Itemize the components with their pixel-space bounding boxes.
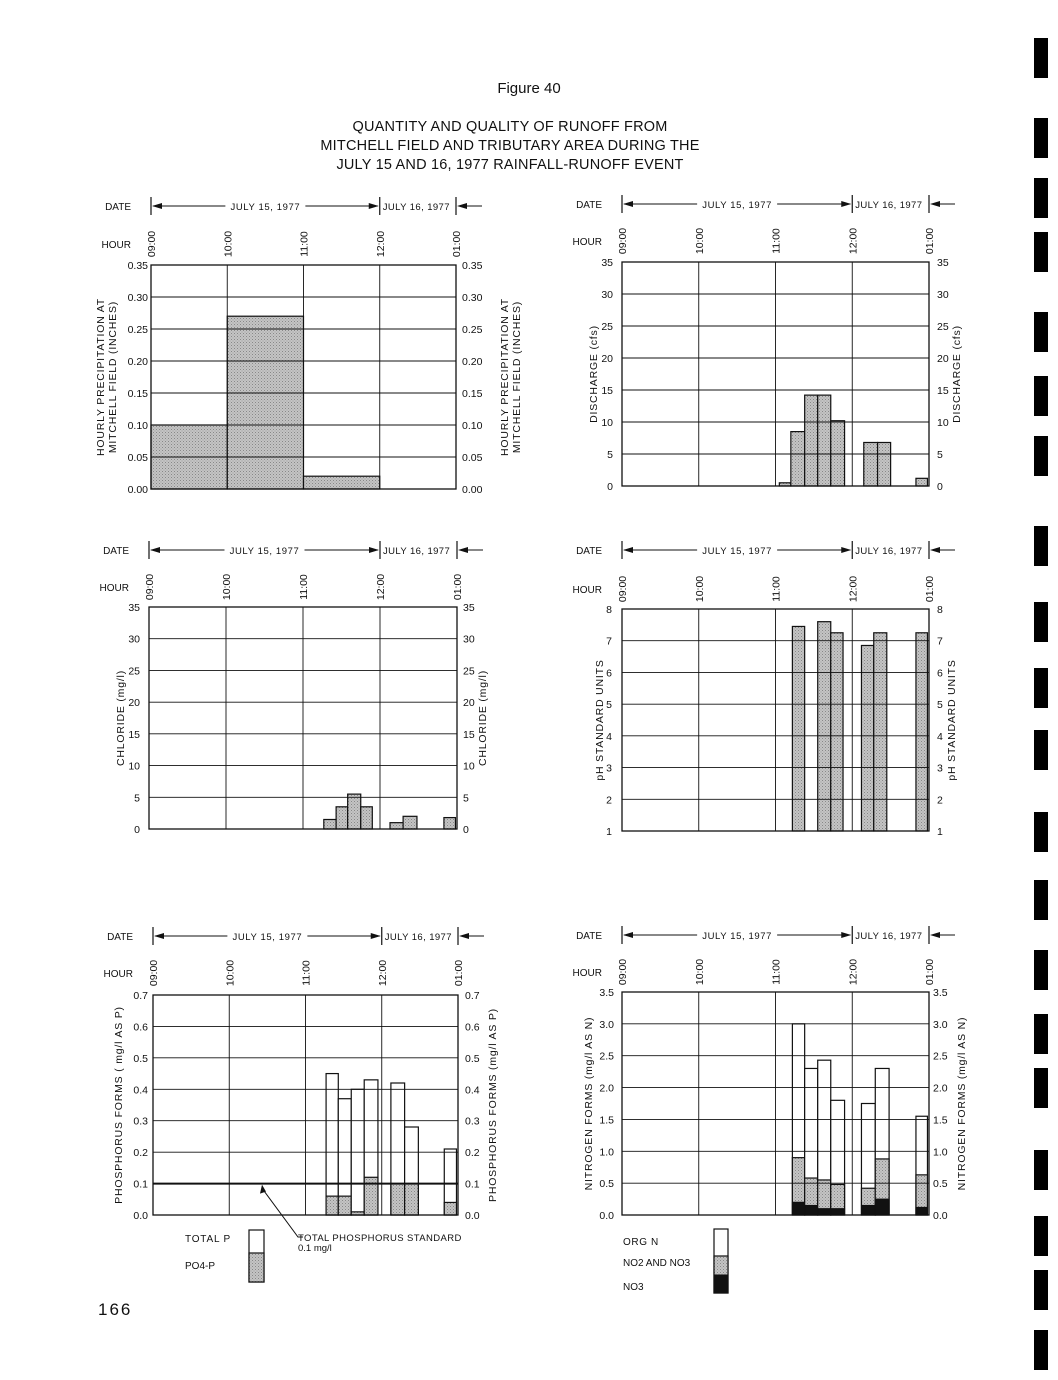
edge-mark: [1034, 178, 1048, 218]
y-tick-label-right: 0: [937, 481, 943, 493]
y-tick-label-left: 0.5: [133, 1052, 148, 1065]
y-axis-label-left: PHOSPHORUS FORMS ( mg/l AS P): [113, 1006, 125, 1204]
y-tick-label-left: 0.10: [127, 420, 148, 432]
edge-mark: [1034, 1216, 1048, 1256]
arrowhead: [371, 933, 381, 939]
arrowhead: [457, 203, 467, 209]
arrowhead: [930, 201, 940, 207]
y-axis-label-right: PHOSPHORUS FORMS (mg/l AS P): [487, 1008, 499, 1202]
hour-tick-label: 10:00: [693, 575, 706, 603]
y-tick-label-left: 5: [134, 792, 140, 805]
legend-label: PO4-P: [185, 1261, 216, 1272]
hour-axis: [573, 959, 936, 985]
arrowhead: [623, 932, 633, 938]
edge-mark: [1034, 526, 1048, 566]
date-label: DATE: [103, 546, 129, 557]
y-axis-label-left: HOURLY PRECIPITATION AT: [95, 297, 107, 457]
date-span-label: JULY 16, 1977: [384, 932, 452, 943]
arrowhead: [841, 201, 851, 207]
bar: [227, 316, 303, 489]
hour-tick-label: 01:00: [453, 959, 465, 987]
bar: [818, 395, 831, 486]
hour-axis: [573, 576, 936, 602]
hour-tick-label: 09:00: [617, 575, 629, 603]
y-tick-label-left: 0.6: [133, 1021, 148, 1034]
y-tick-label-left: 15: [601, 385, 613, 397]
arrowhead: [930, 932, 940, 938]
y-tick-label-right: 15: [463, 728, 475, 741]
y-tick-label-right: 2.5: [933, 1050, 948, 1063]
chart-discharge: [573, 195, 963, 493]
y-tick-label-left: 35: [601, 257, 613, 269]
edge-mark: [1034, 232, 1048, 272]
y-tick-label-right: 2: [937, 794, 943, 807]
bar: [916, 478, 928, 486]
y-tick-label-left: 2.5: [599, 1050, 614, 1063]
y-tick-label-right: 0.4: [465, 1084, 480, 1097]
y-tick-label-right: 0.2: [465, 1147, 480, 1160]
y-tick-label-left: 0.15: [127, 388, 148, 400]
chart-chloride: [100, 541, 489, 836]
y-tick-label-right: 0.30: [462, 292, 483, 304]
hour-label: HOUR: [101, 240, 131, 251]
bar: [444, 818, 456, 829]
y-tick-label-left: 1: [606, 826, 612, 838]
date-span-label: JULY 15, 1977: [229, 546, 300, 557]
edge-mark: [1034, 1270, 1048, 1310]
title-line: JULY 15 AND 16, 1977 RAINFALL-RUNOFF EVENT: [336, 157, 684, 173]
bar-no3: [831, 1209, 845, 1215]
y-axis-label-right: CHLORIDE (mg/l): [477, 669, 489, 767]
y-tick-label-right: 0.20: [462, 356, 483, 368]
y-tick-label-left: 8: [606, 604, 612, 616]
y-tick-label-right: 25: [463, 665, 475, 678]
arrowhead: [152, 203, 162, 209]
y-ticks: [133, 990, 479, 1222]
hour-tick-label: 12:00: [847, 575, 860, 603]
y-tick-label-left: 0.25: [127, 324, 148, 336]
date-label: DATE: [576, 931, 602, 942]
bar: [304, 476, 380, 489]
bar-total-p: [326, 1074, 338, 1215]
y-tick-label-right: 25: [937, 321, 949, 333]
hour-tick-label: 09:00: [144, 573, 156, 601]
phosphorus-legend: [185, 1230, 264, 1282]
bar-no3: [792, 1202, 804, 1215]
y-tick-label-left: 0.7: [133, 990, 148, 1002]
y-tick-label-right: 0.5: [465, 1052, 480, 1065]
y-axis-label-right: pH STANDARD UNITS: [946, 659, 958, 781]
y-tick-label-right: 5: [937, 449, 943, 461]
y-tick-label-left: 20: [128, 697, 140, 710]
date-span-label: JULY 16, 1977: [855, 931, 923, 942]
arrowhead: [623, 547, 633, 553]
y-tick-label-left: 0.05: [127, 452, 148, 464]
y-tick-label-left: 3: [606, 762, 612, 775]
edge-mark: [1034, 880, 1048, 920]
y-tick-label-right: 0.00: [462, 484, 483, 496]
bar: [831, 633, 843, 831]
bar-no3: [875, 1199, 889, 1215]
edge-mark: [1034, 730, 1048, 770]
y-tick-label-left: 0.4: [133, 1084, 148, 1097]
edge-mark: [1034, 602, 1048, 642]
edge-mark: [1034, 812, 1048, 852]
y-tick-label-right: 20: [937, 353, 949, 365]
y-tick-label-right: 1.0: [933, 1146, 948, 1159]
title-line: QUANTITY AND QUALITY OF RUNOFF FROM: [352, 119, 668, 135]
hour-tick-label: 11:00: [298, 574, 310, 600]
page-number: 166: [98, 1300, 133, 1319]
hour-tick-label: 09:00: [617, 958, 629, 986]
bar: [348, 794, 361, 829]
hour-tick-label: 12:00: [376, 959, 389, 987]
y-tick-label-left: 25: [601, 321, 613, 333]
hour-tick-label: 11:00: [770, 228, 783, 254]
legend-label: NO2 AND NO3: [623, 1258, 691, 1269]
y-tick-label-right: 0.1: [465, 1178, 480, 1191]
y-tick-label-right: 10: [463, 760, 475, 773]
y-tick-label-right: 35: [937, 257, 949, 269]
arrowhead: [150, 547, 160, 553]
bar-no3: [818, 1209, 831, 1215]
edge-mark: [1034, 1330, 1048, 1370]
y-ticks: [128, 602, 475, 836]
y-tick-label-right: 0.3: [465, 1115, 480, 1128]
edge-mark: [1034, 1068, 1048, 1108]
bar: [878, 442, 891, 486]
date-span-label: JULY 15, 1977: [702, 546, 773, 557]
y-tick-label-left: 0.5: [599, 1178, 614, 1191]
y-axis-label-left: CHLORIDE (mg/l): [115, 669, 127, 767]
bar: [361, 807, 373, 829]
hour-tick-label: 01:00: [924, 958, 936, 986]
y-tick-label-left: 5: [607, 449, 613, 461]
hour-tick-label: 01:00: [924, 575, 936, 603]
y-axis-label-right: HOURLY PRECIPITATION AT: [499, 297, 511, 457]
bar-po4-p: [405, 1184, 419, 1215]
hour-tick-label: 10:00: [693, 958, 706, 986]
y-tick-label-left: 15: [128, 728, 140, 741]
bar-po4-p: [326, 1196, 338, 1215]
y-tick-label-right: 35: [463, 602, 475, 614]
y-tick-label-left: 0.20: [127, 356, 148, 368]
date-axis: [103, 541, 483, 559]
bars: [326, 1074, 456, 1215]
arrowhead: [841, 547, 851, 553]
y-axis-label-right: DISCHARGE (cfs): [951, 325, 963, 423]
hour-axis: [100, 574, 464, 600]
date-span-label: JULY 15, 1977: [232, 932, 303, 943]
bar-po4-p: [391, 1184, 405, 1215]
y-tick-label-left: 6: [606, 667, 612, 680]
bar: [831, 421, 845, 486]
y-tick-label-left: 3.0: [599, 1018, 614, 1031]
bar: [874, 633, 887, 831]
y-tick-label-right: 20: [463, 697, 475, 710]
edge-mark: [1034, 1150, 1048, 1190]
y-tick-label-right: 8: [937, 604, 943, 616]
y-tick-label-left: 35: [128, 602, 140, 614]
date-axis: [576, 926, 955, 944]
hour-tick-label: 12:00: [847, 227, 860, 255]
bar-no3: [861, 1205, 875, 1215]
y-tick-label-left: 0.0: [133, 1210, 148, 1222]
date-span-label: JULY 16, 1977: [855, 546, 923, 557]
hour-label: HOUR: [99, 583, 129, 594]
y-tick-label-right: 5: [937, 699, 943, 712]
edge-mark: [1034, 312, 1048, 352]
y-tick-label-right: 0.0: [465, 1210, 480, 1222]
y-tick-label-left: 7: [606, 635, 612, 648]
legend-swatch-no3: [714, 1275, 728, 1293]
y-axis-label-left: DISCHARGE (cfs): [588, 325, 600, 423]
bar: [864, 442, 878, 486]
edge-mark: [1034, 118, 1048, 158]
date-span-label: JULY 16, 1977: [383, 546, 451, 557]
y-tick-label-right: 30: [463, 633, 475, 646]
y-tick-label-left: 10: [601, 417, 613, 429]
date-axis: [107, 927, 484, 945]
edge-mark: [1034, 950, 1048, 990]
date-span-label: JULY 15, 1977: [702, 931, 773, 942]
edge-mark: [1034, 38, 1048, 78]
date-label: DATE: [576, 546, 602, 557]
y-tick-label-right: 0.6: [465, 1021, 480, 1034]
hour-tick-label: 09:00: [146, 230, 158, 258]
y-tick-label-right: 0.10: [462, 420, 483, 432]
chart-precipitation: [95, 197, 523, 496]
y-tick-label-right: 15: [937, 385, 949, 397]
hour-tick-label: 10:00: [693, 227, 706, 255]
bar-po4-p: [338, 1196, 351, 1215]
y-tick-label-right: 1.5: [933, 1114, 948, 1127]
y-tick-label-left: 0.35: [127, 260, 148, 272]
y-axis-label-right: MITCHELL FIELD (INCHES): [511, 300, 523, 454]
hour-label: HOUR: [103, 969, 133, 980]
hour-tick-label: 09:00: [617, 227, 629, 255]
y-tick-label-left: 5: [606, 699, 612, 712]
date-axis: [105, 197, 482, 215]
bar-no3: [805, 1205, 818, 1215]
bar: [791, 432, 805, 486]
bar: [324, 819, 336, 829]
hour-tick-label: 10:00: [224, 959, 237, 987]
arrowhead: [623, 201, 633, 207]
hour-tick-label: 01:00: [452, 573, 464, 601]
chart-phosphorus: [104, 927, 499, 1222]
y-tick-label-left: 2.0: [599, 1082, 614, 1095]
y-tick-label-right: 1: [937, 826, 943, 838]
y-tick-label-left: 0.2: [133, 1147, 148, 1160]
arrowhead: [369, 203, 379, 209]
figure-label: Figure 40: [497, 80, 561, 97]
chart-ph: [573, 541, 958, 838]
date-label: DATE: [107, 932, 133, 943]
legend-label: ORG N: [623, 1237, 659, 1248]
date-label: DATE: [105, 202, 131, 213]
y-tick-label-left: 0.0: [599, 1210, 614, 1222]
hour-tick-label: 11:00: [298, 231, 311, 257]
arrowhead: [369, 547, 379, 553]
date-span-label: JULY 16, 1977: [855, 200, 923, 211]
bar: [861, 645, 873, 831]
bar: [916, 633, 928, 831]
y-tick-label-right: 30: [937, 289, 949, 301]
y-ticks: [606, 604, 943, 838]
hour-tick-label: 12:00: [847, 958, 860, 986]
edge-mark: [1034, 1014, 1048, 1054]
y-tick-label-left: 0.00: [127, 484, 148, 496]
date-span-label: JULY 16, 1977: [382, 202, 450, 213]
y-tick-label-left: 0.30: [127, 292, 148, 304]
edge-mark: [1034, 668, 1048, 708]
y-tick-label-right: 0.0: [933, 1210, 948, 1222]
y-axis-label-left: MITCHELL FIELD (INCHES): [107, 300, 119, 454]
y-tick-label-right: 0.15: [462, 388, 483, 400]
edge-mark: [1034, 376, 1048, 416]
y-tick-label-right: 7: [937, 635, 943, 648]
y-tick-label-right: 0.35: [462, 260, 483, 272]
y-axis-labels: [115, 670, 489, 766]
date-axis: [576, 195, 955, 213]
y-tick-label-left: 1.5: [599, 1114, 614, 1127]
hour-tick-label: 11:00: [770, 959, 783, 985]
hour-label: HOUR: [572, 585, 602, 596]
standard-label: 0.1 mg/l: [298, 1243, 332, 1254]
hour-tick-label: 09:00: [148, 959, 160, 987]
y-tick-label-right: 4: [937, 730, 943, 743]
y-tick-label-right: 0.25: [462, 324, 483, 336]
hour-label: HOUR: [572, 237, 602, 248]
bars: [779, 395, 927, 486]
hour-tick-label: 10:00: [222, 230, 235, 258]
hour-axis: [102, 231, 463, 257]
legend-label: TOTAL P: [185, 1234, 231, 1245]
legend-label: NO3: [623, 1282, 644, 1293]
y-tick-label-right: 0.5: [933, 1178, 948, 1191]
hour-tick-label: 10:00: [221, 573, 233, 601]
y-tick-label-left: 25: [128, 665, 140, 678]
title-line: MITCHELL FIELD AND TRIBUTARY AREA DURING THE: [320, 138, 700, 154]
bars: [151, 316, 380, 489]
standard-label: TOTAL PHOSPHORUS STANDARD: [298, 1233, 462, 1244]
arrowhead: [841, 932, 851, 938]
date-span-label: JULY 15, 1977: [230, 202, 301, 213]
y-ticks: [599, 987, 947, 1222]
date-label: DATE: [576, 200, 602, 211]
hour-tick-label: 01:00: [924, 227, 936, 255]
arrowhead: [930, 547, 940, 553]
y-axis-labels: [594, 659, 958, 780]
chart-nitrogen: [573, 926, 968, 1222]
bar: [403, 816, 417, 829]
y-tick-label-right: 2.0: [933, 1082, 948, 1095]
y-tick-label-left: 20: [601, 353, 613, 365]
y-axis-label-left: NITROGEN FORMS (mg/l AS N): [583, 1016, 595, 1191]
hour-tick-label: 11:00: [300, 960, 313, 986]
y-tick-label-left: 0.1: [133, 1178, 148, 1191]
grid: [149, 607, 457, 829]
leader-line: [263, 1190, 303, 1237]
y-tick-label-left: 3.5: [599, 987, 614, 999]
y-tick-label-left: 30: [601, 289, 613, 301]
bar: [792, 626, 804, 831]
y-tick-label-left: 0: [134, 824, 140, 836]
y-tick-label-right: 0: [463, 824, 469, 836]
bar-no3: [916, 1207, 928, 1215]
y-tick-label-left: 4: [606, 730, 612, 743]
y-tick-label-left: 2: [606, 794, 612, 807]
y-axis-label-left: pH STANDARD UNITS: [594, 659, 606, 781]
bars: [324, 794, 456, 829]
arrowhead: [458, 547, 468, 553]
y-tick-label-right: 10: [937, 417, 949, 429]
arrowhead: [459, 933, 469, 939]
y-tick-label-right: 5: [463, 792, 469, 805]
nitrogen-legend: [623, 1229, 728, 1293]
bar-po4-p: [444, 1202, 456, 1215]
hour-label: HOUR: [572, 968, 602, 979]
y-tick-label-left: 0: [607, 481, 613, 493]
date-span-label: JULY 15, 1977: [702, 200, 773, 211]
hour-axis: [104, 960, 465, 986]
y-axis-label-right: NITROGEN FORMS (mg/l AS N): [956, 1016, 968, 1191]
y-tick-label-right: 3.0: [933, 1018, 948, 1031]
hour-tick-label: 11:00: [770, 576, 783, 602]
hour-axis: [573, 228, 936, 254]
bar: [390, 823, 403, 829]
y-tick-label-right: 0.7: [465, 990, 480, 1002]
y-tick-label-left: 10: [128, 760, 140, 773]
hour-tick-label: 12:00: [374, 230, 387, 258]
hour-tick-label: 01:00: [451, 230, 463, 258]
y-axis-labels: [113, 1006, 499, 1204]
y-tick-label-left: 1.0: [599, 1146, 614, 1159]
y-tick-label-right: 3.5: [933, 987, 948, 999]
date-axis: [576, 541, 955, 559]
arrowhead: [154, 933, 164, 939]
y-tick-label-right: 3: [937, 762, 943, 775]
hour-tick-label: 12:00: [375, 573, 387, 601]
y-tick-label-left: 30: [128, 633, 140, 646]
legend-swatch-po4-p: [249, 1253, 264, 1282]
bar: [805, 395, 818, 486]
bar: [336, 807, 348, 829]
y-tick-label-right: 6: [937, 667, 943, 680]
y-tick-label-left: 0.3: [133, 1115, 148, 1128]
edge-mark: [1034, 436, 1048, 476]
y-tick-label-right: 0.05: [462, 452, 483, 464]
